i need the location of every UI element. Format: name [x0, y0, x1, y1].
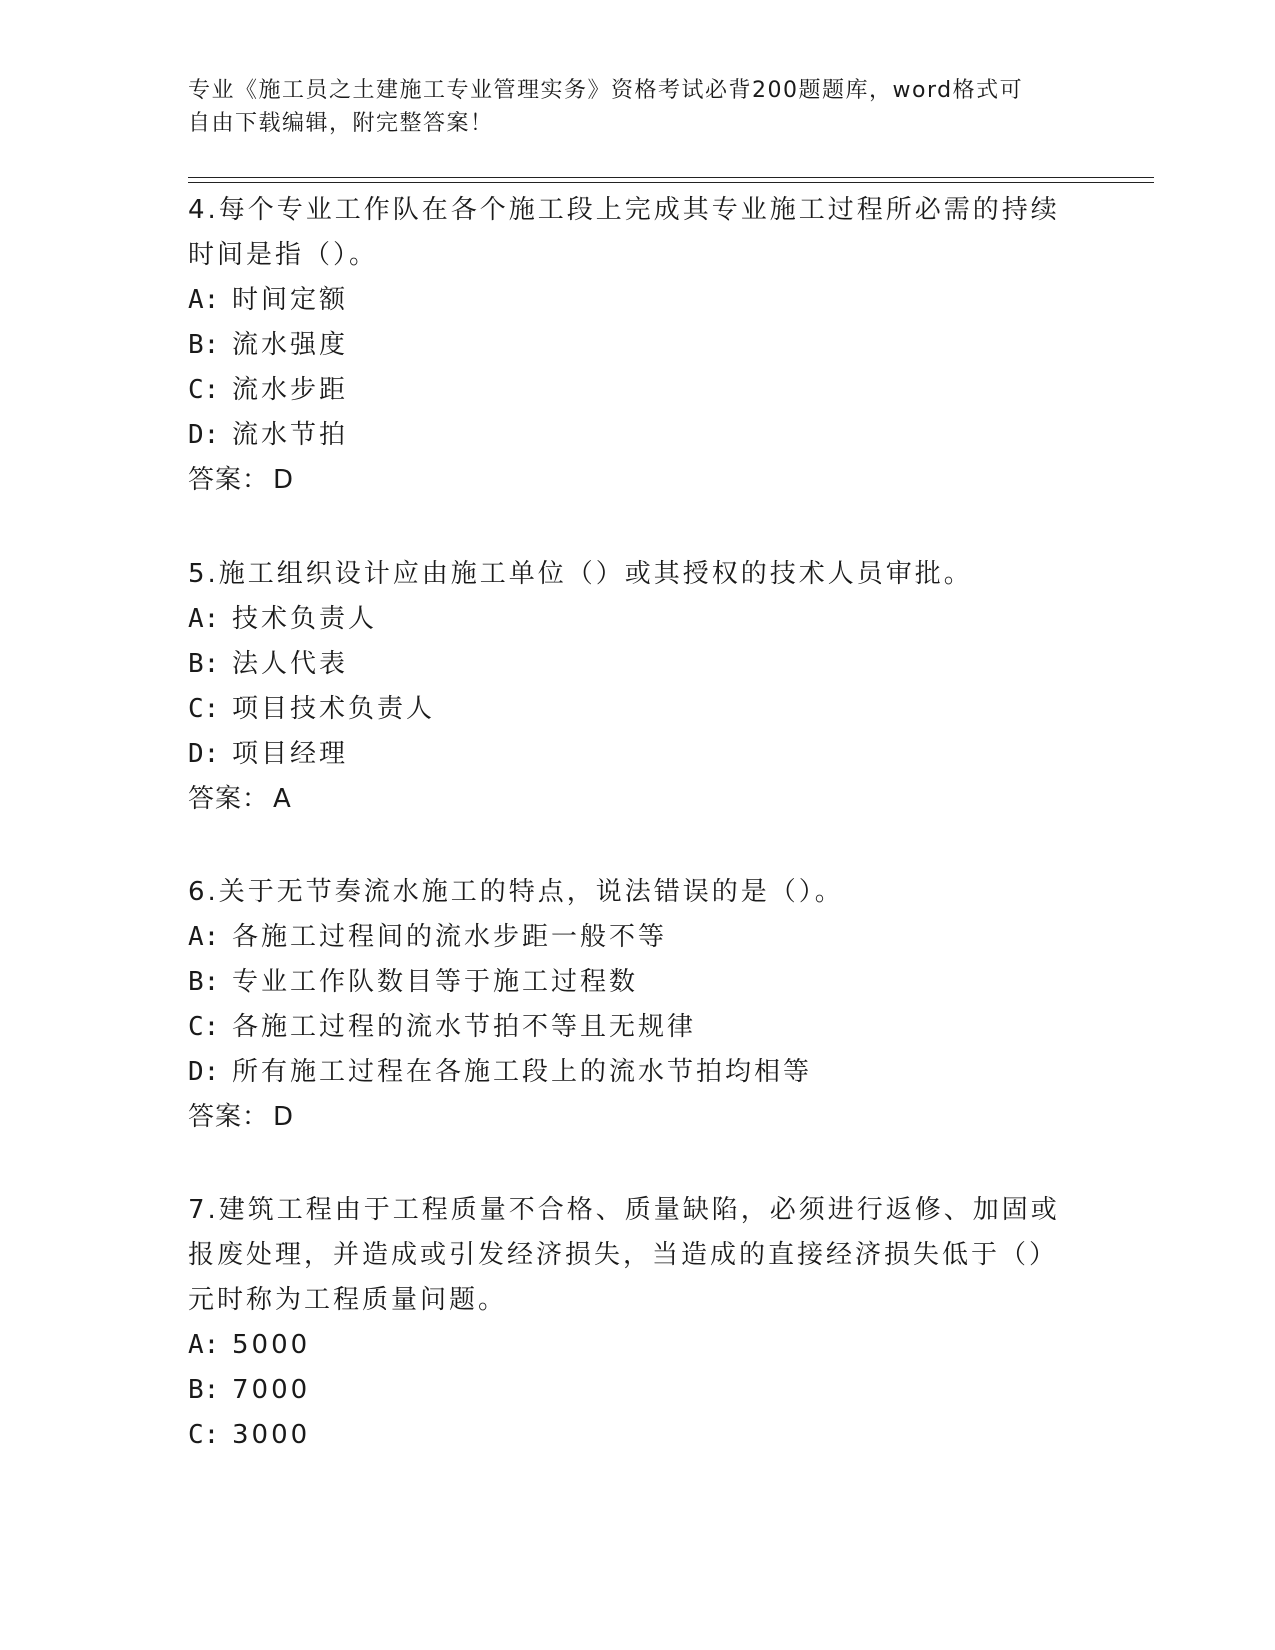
question-6: [188, 870, 1088, 1140]
option-text: 7000: [232, 1375, 311, 1405]
option-b: [188, 960, 1088, 1005]
option-a: [188, 597, 1088, 642]
option-letter: C:: [188, 694, 220, 724]
option-text: 各施工过程的流水节拍不等且无规律: [232, 1012, 697, 1042]
option-d: [188, 1050, 1088, 1095]
answer-line: [188, 458, 1088, 503]
option-b: [188, 323, 1088, 368]
option-a: [188, 1323, 1088, 1368]
option-c: [188, 687, 1088, 732]
option-text: 法人代表: [232, 649, 349, 679]
option-text: 所有施工过程在各施工段上的流水节拍均相等: [232, 1057, 813, 1087]
option-letter: B:: [188, 1375, 220, 1405]
option-text: 技术负责人: [232, 604, 378, 634]
header-divider-bottom: [188, 182, 1154, 183]
option-letter: D:: [188, 420, 220, 450]
option-letter: C:: [188, 375, 220, 405]
option-d: [188, 732, 1088, 777]
option-text: 流水节拍: [232, 420, 349, 450]
question-7: [188, 1188, 1088, 1458]
option-letter: B:: [188, 967, 220, 997]
option-letter: B:: [188, 330, 220, 360]
answer-line: [188, 1095, 1088, 1140]
question-4: [188, 188, 1088, 503]
question-stem: 7.建筑工程由于工程质量不合格、质量缺陷，必须进行返修、加固或 报废处理，并造成或引发经济损失，当造成的直接经济损失低于（） 元时称为工程质量问题。: [188, 1195, 1060, 1315]
answer-value: D: [273, 1102, 295, 1132]
option-a: [188, 278, 1088, 323]
option-letter: C:: [188, 1012, 220, 1042]
option-text: 专业工作队数目等于施工过程数: [232, 967, 639, 997]
option-letter: A:: [188, 604, 220, 634]
question-stem: 5.施工组织设计应由施工单位（）或其授权的技术人员审批。: [188, 559, 973, 589]
answer-value: D: [273, 465, 295, 495]
option-c: [188, 1005, 1088, 1050]
option-letter: C:: [188, 1420, 220, 1450]
question-stem: 6.关于无节奏流水施工的特点，说法错误的是（）。: [188, 877, 844, 907]
option-letter: D:: [188, 1057, 220, 1087]
answer-label: 答案：: [188, 784, 270, 814]
option-text: 项目技术负责人: [232, 694, 436, 724]
option-text: 3000: [232, 1420, 311, 1450]
option-text: 5000: [232, 1330, 311, 1360]
question-5: [188, 552, 1088, 822]
option-letter: A:: [188, 285, 220, 315]
option-text: 流水强度: [232, 330, 349, 360]
option-letter: A:: [188, 1330, 220, 1360]
answer-label: 答案：: [188, 465, 270, 495]
option-text: 流水步距: [232, 375, 349, 405]
answer-value: A: [273, 784, 292, 814]
option-letter: A:: [188, 922, 220, 952]
option-a: [188, 915, 1088, 960]
option-b: [188, 1368, 1088, 1413]
document-header: 专业《施工员之土建施工专业管理实务》资格考试必背200题题库，word格式可 自由下载编辑，附完整答案！: [188, 78, 1024, 136]
option-letter: B:: [188, 649, 220, 679]
option-c: [188, 1413, 1088, 1458]
option-b: [188, 642, 1088, 687]
option-text: 项目经理: [232, 739, 349, 769]
option-text: 各施工过程间的流水步距一般不等: [232, 922, 668, 952]
option-letter: D:: [188, 739, 220, 769]
answer-line: [188, 777, 1088, 822]
option-c: [188, 368, 1088, 413]
header-divider-top: [188, 177, 1154, 178]
option-d: [188, 413, 1088, 458]
question-stem: 4.每个专业工作队在各个施工段上完成其专业施工过程所必需的持续 时间是指（）。: [188, 195, 1060, 270]
option-text: 时间定额: [232, 285, 349, 315]
answer-label: 答案：: [188, 1102, 270, 1132]
